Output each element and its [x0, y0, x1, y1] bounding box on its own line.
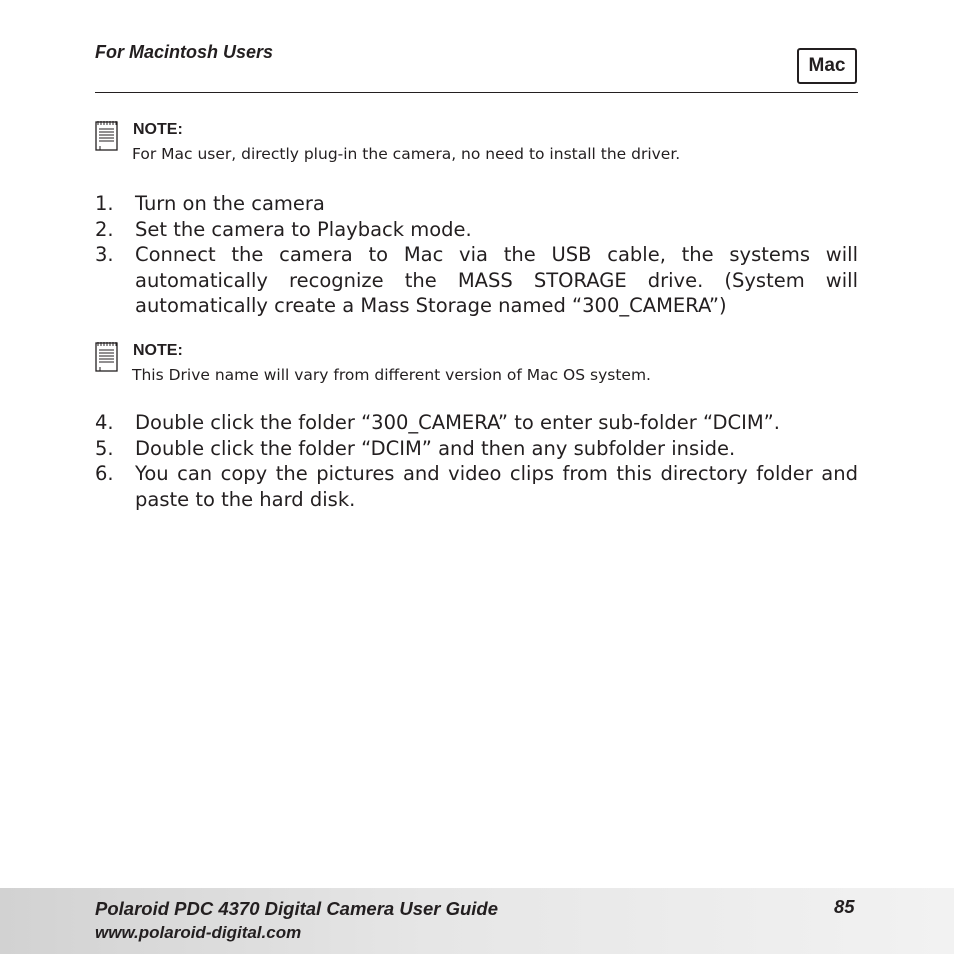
list-item — [95, 436, 858, 462]
page-footer — [0, 888, 954, 954]
note-label: NOTE: — [133, 342, 183, 359]
page-number: 85 — [834, 896, 855, 917]
step-text: You can copy the pictures and video clips from this directory folder and paste to the hard disk. — [135, 462, 858, 511]
list-item — [95, 461, 858, 512]
note-text: For Mac user, directly plug-in the camera, no need to install the driver. — [132, 145, 681, 163]
step-text: Double click the folder “DCIM” and then any subfolder inside. — [135, 436, 736, 460]
step-number: 2. — [95, 217, 114, 241]
header-divider — [95, 92, 858, 93]
section-title: For Macintosh Users — [95, 42, 274, 62]
note-text: This Drive name will vary from different version of Mac OS system. — [132, 366, 651, 384]
step-number: 3. — [95, 243, 114, 266]
step-number: 5. — [95, 436, 114, 460]
step-number: 4. — [95, 411, 114, 434]
footer-title: Polaroid PDC 4370 Digital Camera User Guide — [95, 898, 499, 919]
list-item — [95, 410, 858, 436]
step-text: Connect the camera to Mac via the USB cable, the systems will automatically recognize the MASS STORAGE drive. (System will automatically create a Mass Storage named “300_CAMERA”) — [135, 243, 858, 317]
notepad-icon — [95, 121, 119, 153]
step-number: 6. — [95, 462, 114, 485]
step-text: Turn on the camera — [135, 192, 325, 215]
step-number: 1. — [95, 192, 114, 215]
list-item — [95, 217, 858, 243]
notepad-icon — [95, 342, 119, 374]
mac-badge: Mac — [797, 48, 857, 84]
note-label: NOTE: — [133, 121, 183, 138]
step-text: Set the camera to Playback mode. — [135, 217, 472, 241]
list-item — [95, 191, 858, 217]
list-item — [95, 242, 858, 319]
step-text: Double click the folder “300_CAMERA” to enter sub-folder “DCIM”. — [135, 411, 780, 434]
footer-url: www.polaroid-digital.com — [95, 923, 302, 942]
